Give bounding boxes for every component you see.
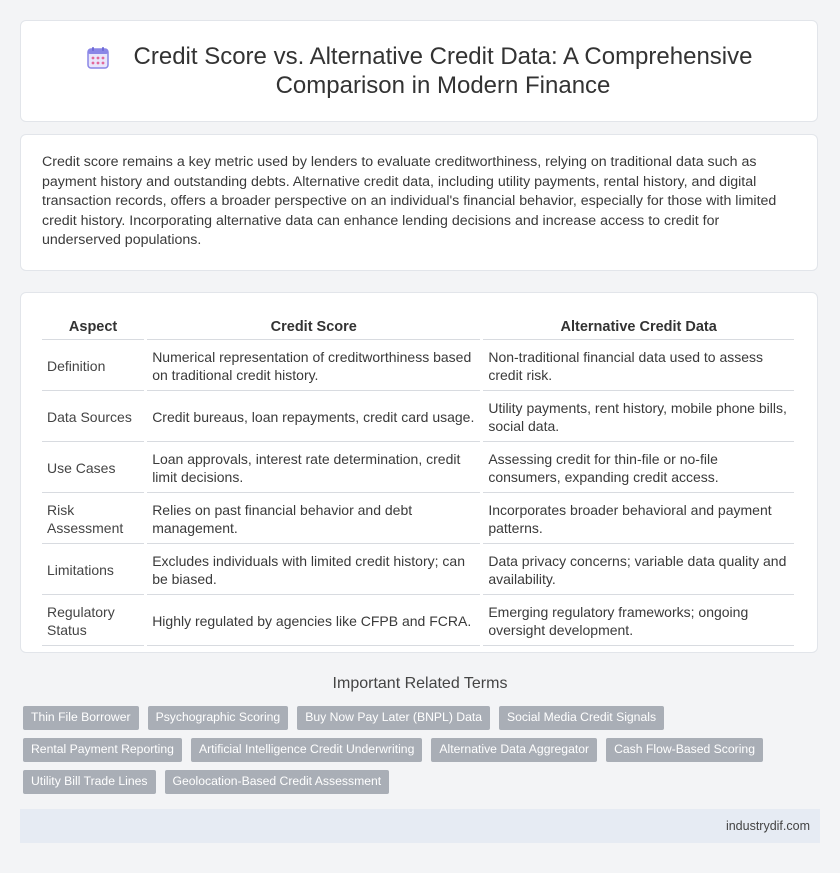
intro-paragraph: Credit score remains a key metric used by lenders to evaluate creditworthiness, relying on traditional data such as payment history and outstanding debts. Alternative credit data, including utility payments, rental history, and digital transaction records, offers a broader perspective on an individual's financial behavior, especially for those with limited credit history. Incorporating alternative data can enhance lending decisions and increase access to credit for underserved populations. [42, 154, 777, 248]
footer [20, 809, 820, 843]
column-header-aspect: Aspect [42, 315, 144, 340]
related-term-tag[interactable]: Alternative Data Aggregator [431, 738, 597, 762]
comparison-table [39, 313, 797, 648]
related-term-tag[interactable]: Artificial Intelligence Credit Underwriting [191, 738, 422, 762]
footer-site-link[interactable]: industrydif.com [725, 819, 810, 833]
related-term-tag[interactable]: Social Media Credit Signals [499, 706, 664, 730]
comparison-table-card [20, 292, 818, 653]
related-terms-list [23, 706, 823, 802]
related-terms-heading: Important Related Terms [332, 675, 508, 692]
related-term-tag[interactable]: Psychographic Scoring [148, 706, 289, 730]
table-cell-credit-score: Excludes individuals with limited credit history; can be biased. [147, 546, 480, 595]
table-cell-alternative-data: Data privacy concerns; variable data quality and availability. [483, 546, 794, 595]
column-header-alternative-data: Alternative Credit Data [483, 315, 794, 340]
table-cell-alternative-data: Assessing credit for thin-file or no-file consumers, expanding credit access. [483, 444, 794, 493]
page-title: Credit Score vs. Alternative Credit Data: A Comprehensive Comparison in Modern Finance [133, 43, 753, 99]
column-header-credit-score: Credit Score [147, 315, 480, 340]
table-cell-alternative-data: Emerging regulatory frameworks; ongoing oversight development. [483, 597, 794, 646]
table-row [42, 597, 794, 646]
table-cell-alternative-data: Utility payments, rent history, mobile phone bills, social data. [483, 393, 794, 442]
table-cell-aspect: Definition [42, 342, 144, 391]
table-cell-aspect: Use Cases [42, 444, 144, 493]
table-cell-aspect: Regulatory Status [42, 597, 144, 646]
table-cell-credit-score: Highly regulated by agencies like CFPB and FCRA. [147, 597, 480, 646]
table-cell-alternative-data: Non-traditional financial data used to assess credit risk. [483, 342, 794, 391]
related-term-tag[interactable]: Buy Now Pay Later (BNPL) Data [297, 706, 490, 730]
table-cell-alternative-data: Incorporates broader behavioral and payment patterns. [483, 495, 794, 544]
table-cell-aspect: Data Sources [42, 393, 144, 442]
table-header-row [42, 315, 794, 340]
related-term-tag[interactable]: Thin File Borrower [23, 706, 139, 730]
table-cell-aspect: Limitations [42, 546, 144, 595]
related-term-tag[interactable]: Cash Flow-Based Scoring [606, 738, 763, 762]
table-cell-credit-score: Numerical representation of creditworthiness based on traditional credit history. [147, 342, 480, 391]
intro-card [20, 134, 818, 271]
table-cell-credit-score: Relies on past financial behavior and debt management. [147, 495, 480, 544]
table-row [42, 393, 794, 442]
title-card [20, 20, 818, 122]
table-cell-credit-score: Loan approvals, interest rate determination, credit limit decisions. [147, 444, 480, 493]
table-row [42, 342, 794, 391]
related-term-tag[interactable]: Rental Payment Reporting [23, 738, 182, 762]
table-row [42, 444, 794, 493]
table-row [42, 546, 794, 595]
related-term-tag[interactable]: Utility Bill Trade Lines [23, 770, 156, 794]
table-row [42, 495, 794, 544]
calendar-grid-icon [85, 45, 111, 71]
table-cell-credit-score: Credit bureaus, loan repayments, credit card usage. [147, 393, 480, 442]
title-wrap [85, 42, 753, 100]
related-term-tag[interactable]: Geolocation-Based Credit Assessment [165, 770, 390, 794]
table-cell-aspect: Risk Assessment [42, 495, 144, 544]
